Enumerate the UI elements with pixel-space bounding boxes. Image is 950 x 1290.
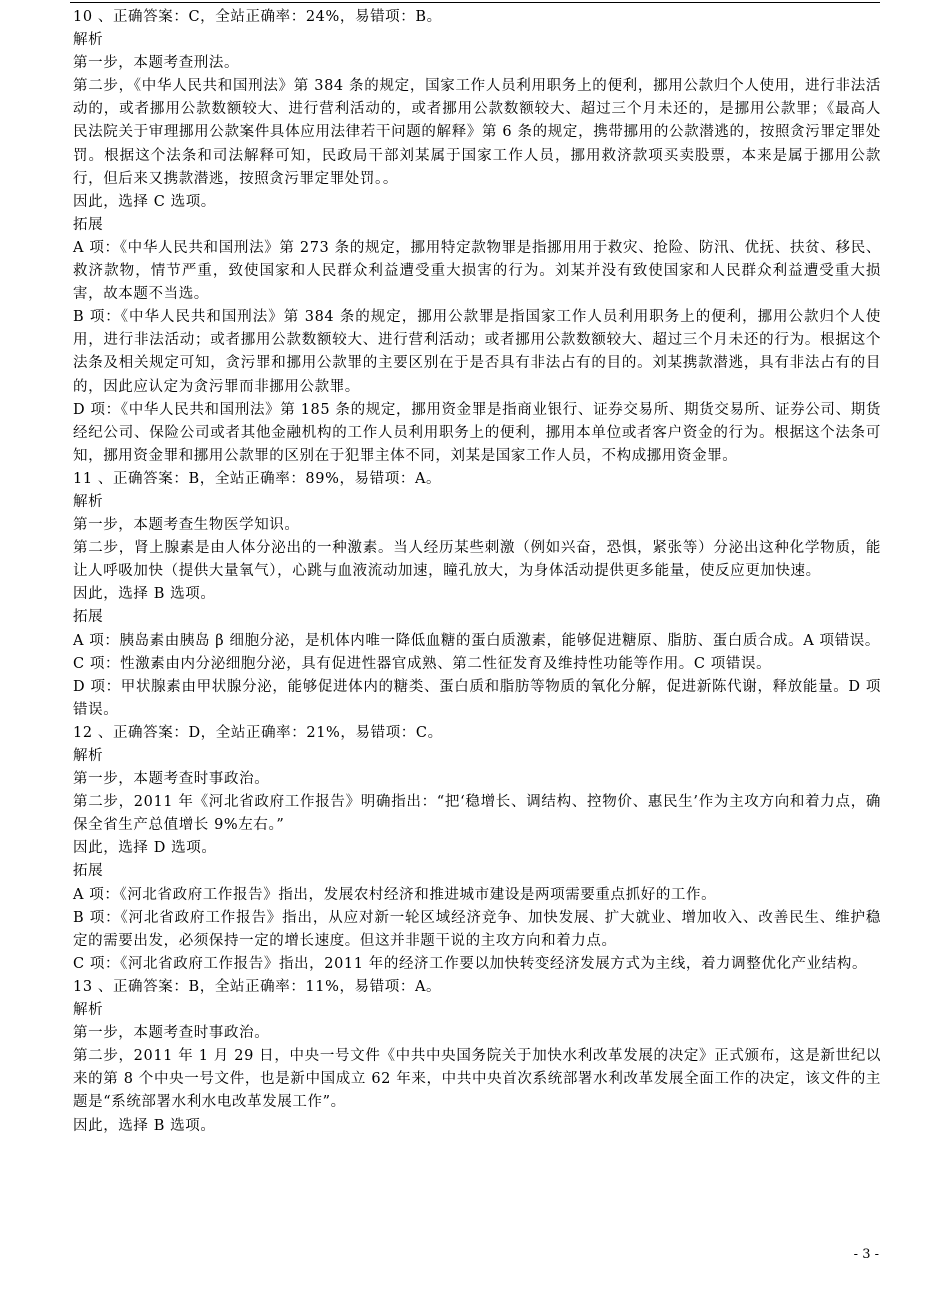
option-b-explanation: B 项：《中华人民共和国刑法》第 384 条的规定，挪用公款罪是指国家工作人员利用职务上的便利，挪用公款归个人使用，进行非法活动；或者挪用公款数额较大、进行营利活动；或者挪用公款数额较大、超过三个月未还的行为。根据这个法条及相关规定可知，贪污罪和挪用公款罪的主要区别在于是否具有非法占有的目的。刘某携款潜逃，具有非法占有的目的，因此应认定为贪污罪而非挪用公款罪。 [73, 309, 881, 395]
analysis-step-2: 第二步，肾上腺素是由人体分泌出的一种激素。当人经历某些刺激（例如兴奋，恐惧，紧张等）分泌出这种化学物质，能让人呼吸加快（提供大量氧气），心跳与血液流动加速，瞳孔放大，为身体活动提供更多能量，使反应更加快速。 [73, 540, 881, 580]
question-11 [73, 468, 881, 722]
analysis-step-1: 第一步，本题考查生物医学知识。 [73, 517, 300, 534]
extension-heading: 拓展 [73, 609, 104, 626]
page-number: - 3 - [853, 1247, 879, 1262]
analysis-step-2: 第二步，2011 年 1 月 29 日，中央一号文件《中共中央国务院关于加快水利改革发展的决定》正式颁布，这是新世纪以来的第 8 个中央一号文件，也是新中国成立 62 年来，中共中央首次系统部署水利改革发展全面工作的决定，该文件的主题是“系统部署水利水电改革发展工作”。 [73, 1048, 881, 1111]
analysis-heading: 解析 [73, 748, 104, 764]
option-c-explanation: C 项：性激素由内分泌细胞分泌，具有促进性器官成熟、第二性征发育及维持性功能等作用。C 项错误。 [73, 655, 772, 672]
option-a-explanation: A 项：《河北省政府工作报告》指出，发展农村经济和推进城市建设是两项需要重点抓好的工作。 [73, 886, 717, 903]
option-a-explanation: A 项：《中华人民共和国刑法》第 273 条的规定，挪用特定款物罪是指挪用用于救灾、抢险、防汛、优抚、扶贫、移民、救济款物，情节严重，致使国家和人民群众利益遭受重大损害的行为。刘某并没有致使国家和人民群众利益遭受重大损害，故本题不当选。 [73, 239, 881, 303]
analysis-heading: 解析 [73, 493, 104, 510]
analysis-heading: 解析 [73, 32, 104, 49]
analysis-step-2: 第二步，2011 年《河北省政府工作报告》明确指出：“把‘稳增长、调结构、控物价、惠民生’作为主攻方向和着力点，确保全省生产总值增长 9%左右。” [73, 794, 881, 834]
answer-line: 11 、正确答案：B，全站正确率：89%，易错项：A。 [73, 470, 442, 487]
question-10 [73, 6, 881, 468]
extension-heading: 拓展 [73, 216, 104, 233]
analysis-step-1: 第一步，本题考查时事政治。 [73, 1025, 270, 1042]
analysis-step-1: 第一步，本题考查刑法。 [73, 55, 240, 72]
option-b-explanation: B 项：《河北省政府工作报告》指出，从应对新一轮区域经济竞争、加快发展、扩大就业、增加收入、改善民生、维护稳定的需要出发，必须保持一定的增长速度。但这并非题干说的主攻方向和着力点。 [73, 909, 881, 949]
question-13 [73, 976, 881, 1138]
analysis-step-1: 第一步，本题考查时事政治。 [73, 771, 270, 788]
conclusion: 因此，选择 D 选项。 [73, 840, 217, 857]
document-body [73, 6, 881, 1138]
question-12 [73, 722, 881, 976]
answer-line: 10 、正确答案：C，全站正确率：24%，易错项：B。 [73, 9, 442, 25]
conclusion: 因此，选择 C 选项。 [73, 193, 216, 210]
analysis-step-2: 第二步，《中华人民共和国刑法》第 384 条的规定，国家工作人员利用职务上的便利，挪用公款归个人使用，进行非法活动的，或者挪用公款数额较大、进行营利活动的，或者挪用公款数额较大、超过三个月未还的，是挪用公款罪；《最高人民法院关于审理挪用公款案件具体应用法律若干问题的解释》第 6 条的规定，携带挪用的公款潜逃的，按照贪污罪定罪处罚。根据这个法条和司法解释可知，民政局干部刘某属于国家工作人员，挪用救济款项买卖股票，本来是属于挪用公款行，但后来又携款潜逃，按照贪污罪定罪处罚。。 [73, 78, 881, 187]
extension-heading: 拓展 [73, 863, 104, 880]
option-d-explanation: D 项：甲状腺素由甲状腺分泌，能够促进体内的糖类、蛋白质和脂肪等物质的氧化分解，促进新陈代谢，释放能量。D 项错误。 [73, 678, 881, 718]
option-c-explanation: C 项：《河北省政府工作报告》指出，2011 年的经济工作要以加快转变经济发展方式为主线，着力调整优化产业结构。 [73, 955, 868, 972]
analysis-heading: 解析 [73, 1002, 104, 1019]
conclusion: 因此，选择 B 选项。 [73, 586, 216, 603]
header-rule [70, 2, 880, 3]
option-d-explanation: D 项：《中华人民共和国刑法》第 185 条的规定，挪用资金罪是指商业银行、证券交易所、期货交易所、证券公司、期货经纪公司、保险公司或者其他金融机构的工作人员利用职务上的便利，挪用本单位或者客户资金的行为。根据这个法条可知，挪用资金罪和挪用公款罪的区别在于犯罪主体不同，刘某是国家工作人员，不构成挪用资金罪。 [73, 401, 881, 464]
answer-line: 13 、正确答案：B，全站正确率：11%，易错项：A。 [73, 978, 442, 995]
conclusion: 因此，选择 B 选项。 [73, 1117, 216, 1134]
option-a-explanation: A 项：胰岛素由胰岛 β 细胞分泌，是机体内唯一降低血糖的蛋白质激素，能够促进糖原、脂肪、蛋白质合成。A 项错误。 [73, 632, 880, 649]
answer-line: 12 、正确答案：D，全站正确率：21%，易错项：C。 [73, 724, 443, 741]
